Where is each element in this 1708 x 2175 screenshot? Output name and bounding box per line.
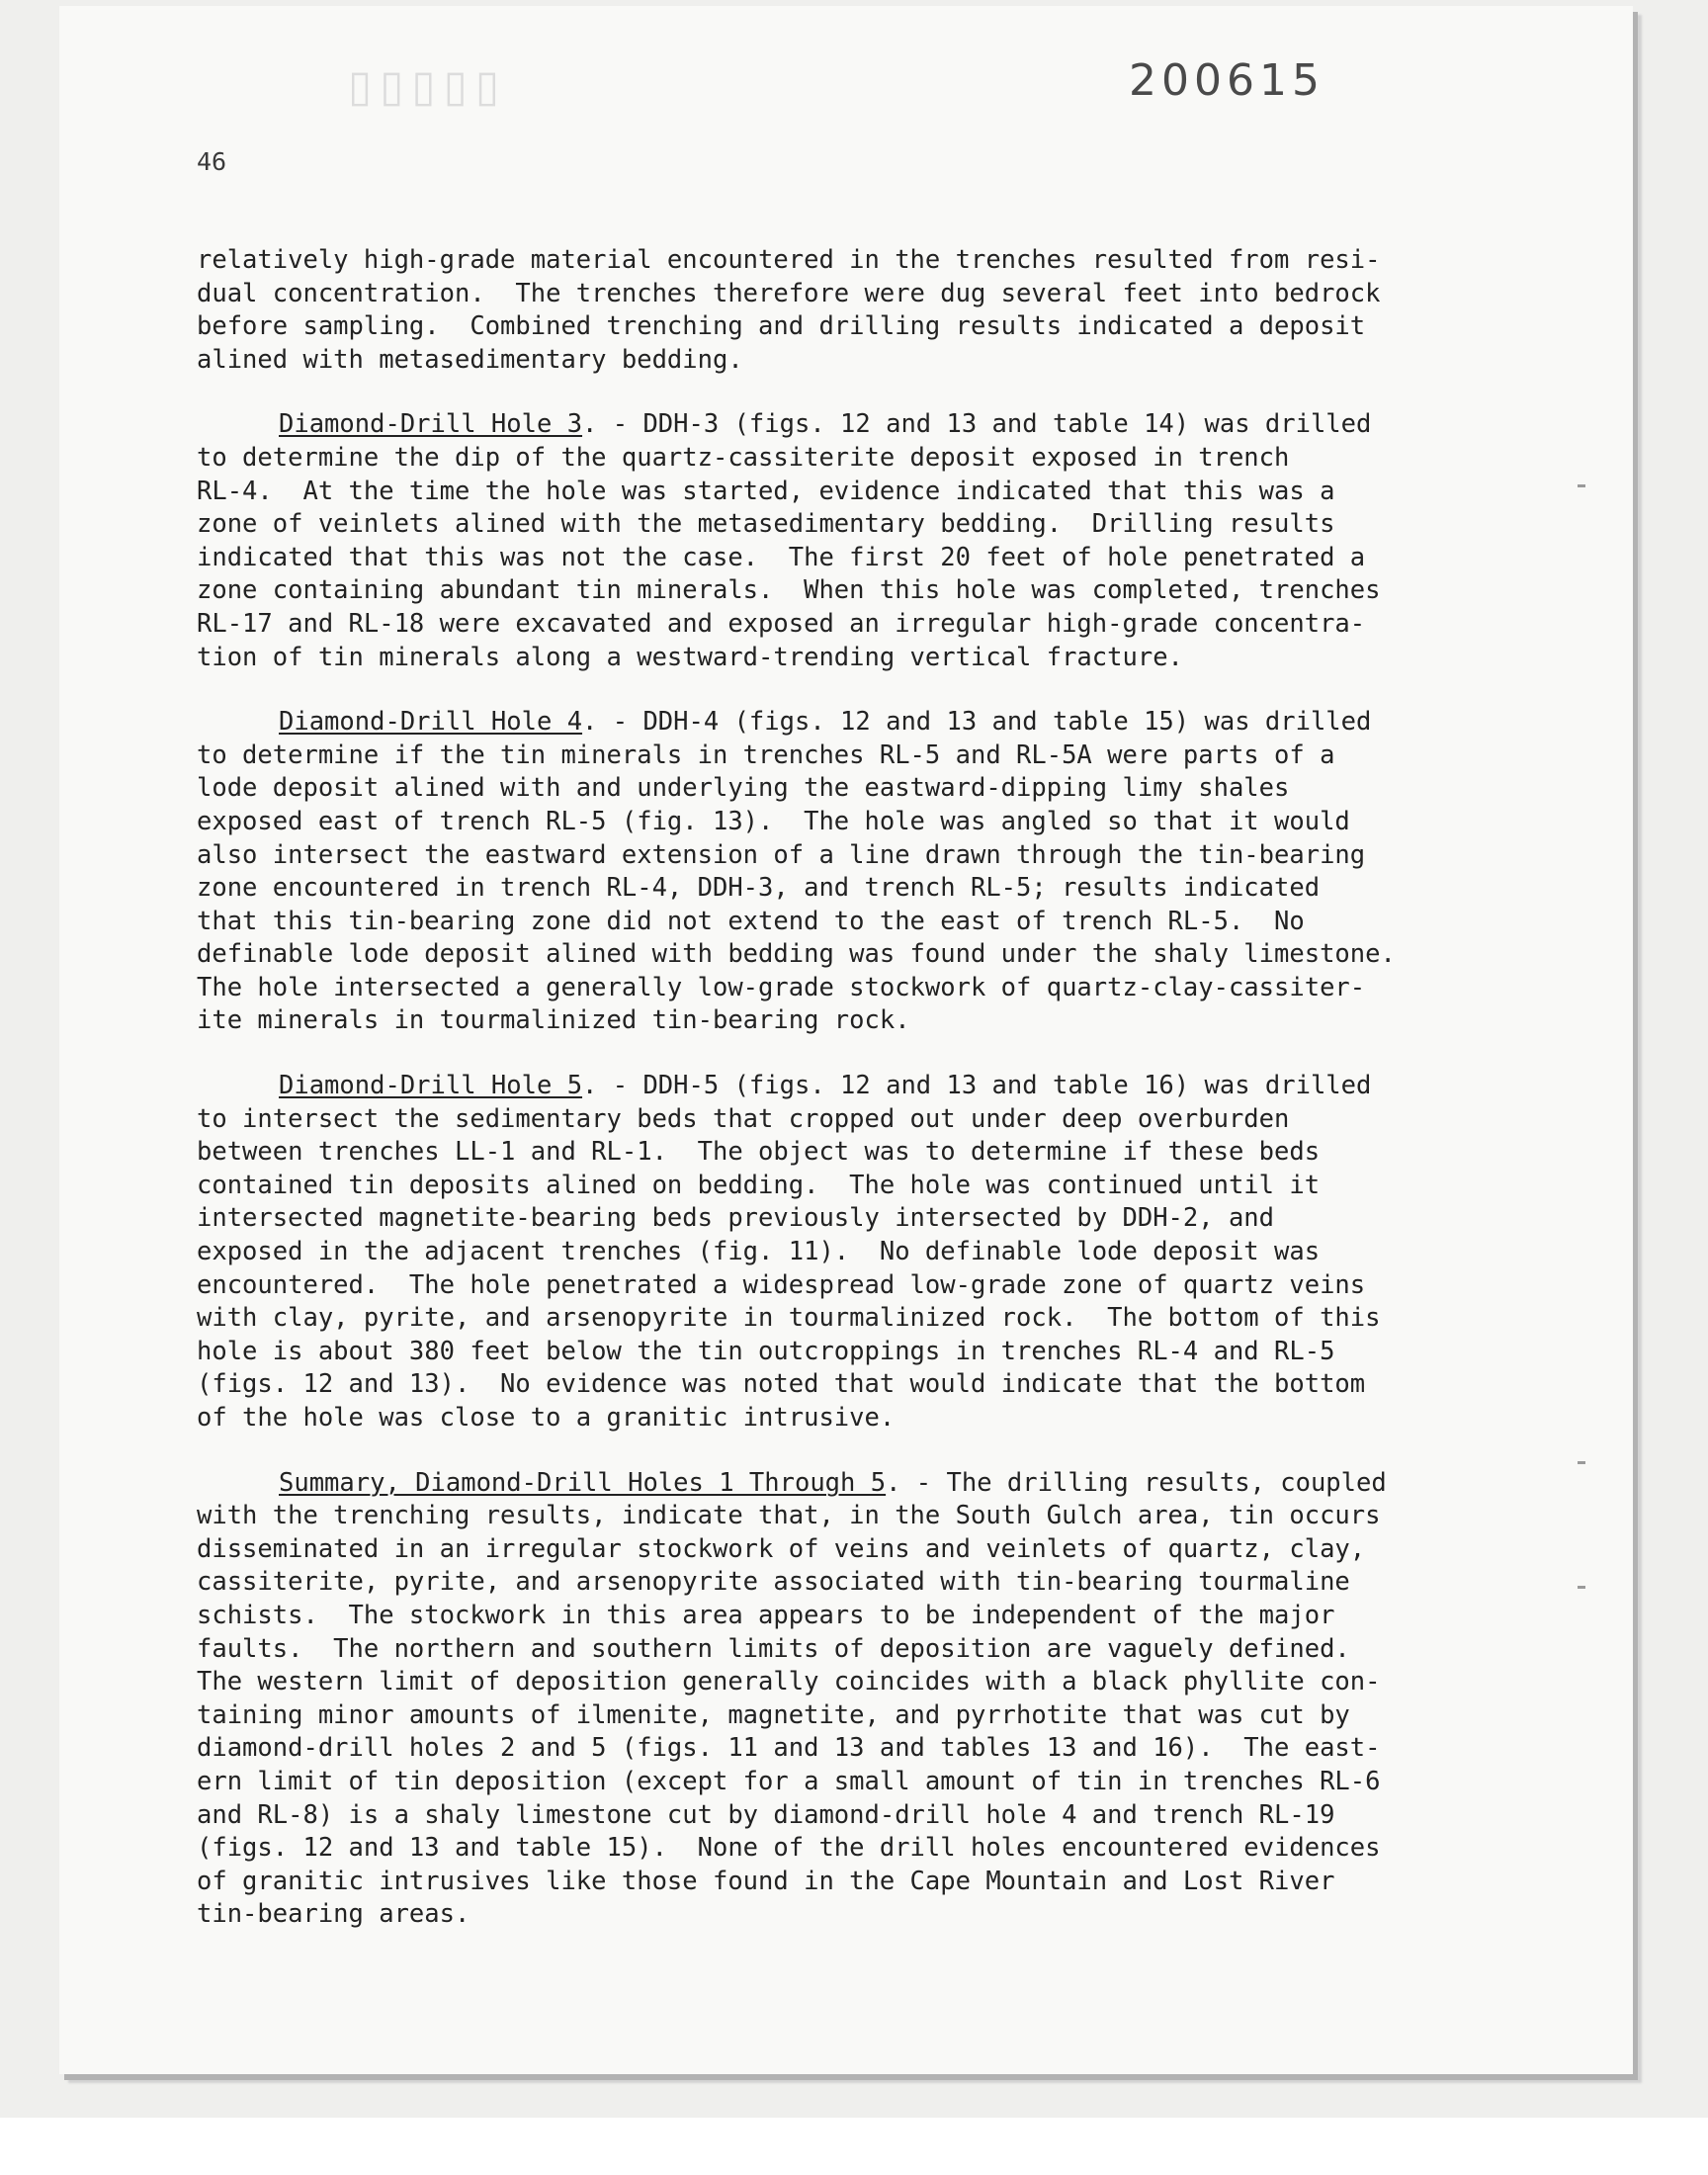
text-line: and RL-8) is a shaly limestone cut by diamond-drill hole 4 and trench RL-19 <box>197 1799 1335 1830</box>
text-line: dual concentration. The trenches therefore were dug several feet into bedrock <box>197 278 1381 308</box>
section-summary <box>197 1467 1541 1932</box>
text-line: cassiterite, pyrite, and arsenopyrite associated with tin-bearing tourmaline <box>197 1567 1350 1598</box>
scan-background-strip <box>0 2118 1708 2175</box>
text-line: alined with metasedimentary bedding. <box>197 344 743 375</box>
text-line: tin-bearing areas. <box>197 1899 470 1930</box>
text-line: zone encountered in trench RL-4, DDH-3, and trench RL-5; results indicated <box>197 873 1321 904</box>
body-text <box>197 244 1541 1932</box>
margin-mark <box>1578 1461 1585 1464</box>
margin-mark <box>1578 484 1585 487</box>
text-line: lode deposit alined with and underlying the eastward-dipping limy shales <box>197 773 1290 804</box>
text-line: to determine if the tin minerals in trenches RL-5 and RL-5A were parts of a <box>197 740 1335 770</box>
text-line: also intersect the eastward extension of a line drawn through the tin-bearing <box>197 839 1366 870</box>
section-heading: Diamond-Drill Hole 5 <box>279 1071 583 1101</box>
section-first-line <box>197 1467 1541 1501</box>
text-line: taining minor amounts of ilmenite, magnetite, and pyrrhotite that was cut by <box>197 1699 1350 1730</box>
text-span: . - The drilling results, coupled <box>886 1467 1387 1498</box>
text-line: between trenches LL-1 and RL-1. The object was to determine if these beds <box>197 1137 1321 1168</box>
text-line: schists. The stockwork in this area appears to be independent of the major <box>197 1600 1335 1630</box>
text-line: hole is about 380 feet below the tin outcroppings in trenches RL-4 and RL-5 <box>197 1336 1335 1366</box>
text-line: to intersect the sedimentary beds that cropped out under deep overburden <box>197 1103 1290 1134</box>
text-line: exposed east of trench RL-5 (fig. 13). The hole was angled so that it would <box>197 806 1350 836</box>
text-line: encountered. The hole penetrated a widespread low-grade zone of quartz veins <box>197 1269 1366 1300</box>
text-line: diamond-drill holes 2 and 5 (figs. 11 and 13 and tables 13 and 16). The east- <box>197 1733 1381 1764</box>
text-line: with clay, pyrite, and arsenopyrite in tourmalinized rock. The bottom of this <box>197 1303 1381 1334</box>
text-line: faults. The northern and southern limits of deposition are vaguely defined. <box>197 1633 1350 1664</box>
text-line: relatively high-grade material encountered in the trenches resulted from resi- <box>197 245 1381 275</box>
text-line: zone containing abundant tin minerals. When this hole was completed, trenches <box>197 575 1381 606</box>
section-heading: Diamond-Drill Hole 4 <box>279 707 583 738</box>
text-line: zone of veinlets alined with the metasedimentary bedding. Drilling results <box>197 509 1335 540</box>
section-heading: Summary, Diamond-Drill Holes 1 Through 5 <box>279 1467 887 1498</box>
text-line: of granitic intrusives like those found in the Cape Mountain and Lost River <box>197 1866 1335 1896</box>
section-ddh4 <box>197 706 1541 1038</box>
text-line: with the trenching results, indicate that, in the South Gulch area, tin occurs <box>197 1501 1381 1531</box>
margin-mark <box>1578 1586 1585 1589</box>
text-line: The hole intersected a generally low-grade stockwork of quartz-clay-cassiter- <box>197 972 1366 1002</box>
bleed-through-stamp: ▯▯▯▯▯ <box>348 61 508 112</box>
text-line: RL-17 and RL-18 were excavated and exposed an irregular high-grade concentra- <box>197 608 1366 639</box>
text-line: ite minerals in tourmalinized tin-bearing rock. <box>197 1005 910 1036</box>
text-line: intersected magnetite-bearing beds previously intersected by DDH-2, and <box>197 1203 1275 1234</box>
text-line: RL-4. At the time the hole was started, evidence indicated that this was a <box>197 476 1335 506</box>
text-line: to determine the dip of the quartz-cassiterite deposit exposed in trench <box>197 442 1290 473</box>
text-line: (figs. 12 and 13 and table 15). None of the drill holes encountered evidences <box>197 1833 1381 1864</box>
section-heading: Diamond-Drill Hole 3 <box>279 409 583 440</box>
text-span: . - DDH-4 (figs. 12 and 13 and table 15) was drilled <box>582 707 1372 738</box>
text-line: tion of tin minerals along a westward-trending vertical fracture. <box>197 642 1183 672</box>
text-span: . - DDH-5 (figs. 12 and 13 and table 16) was drilled <box>582 1071 1372 1101</box>
text-line: that this tin-bearing zone did not extend to the east of trench RL-5. No <box>197 906 1305 936</box>
section-first-line <box>197 1070 1541 1103</box>
text-span: . - DDH-3 (figs. 12 and 13 and table 14) was drilled <box>582 409 1372 440</box>
text-line: definable lode deposit alined with bedding was found under the shaly limestone. <box>197 939 1396 970</box>
section-first-line <box>197 408 1541 442</box>
text-line: indicated that this was not the case. The first 20 feet of hole penetrated a <box>197 542 1366 572</box>
text-line: The western limit of deposition generally coincides with a black phyllite con- <box>197 1667 1381 1697</box>
page-number: 46 <box>197 147 227 176</box>
text-line: ern limit of tin deposition (except for a small amount of tin in trenches RL-6 <box>197 1766 1381 1796</box>
section-ddh5 <box>197 1070 1541 1436</box>
text-line: disseminated in an irregular stockwork of veins and veinlets of quartz, clay, <box>197 1533 1366 1564</box>
section-ddh3 <box>197 408 1541 674</box>
text-line: of the hole was close to a granitic intrusive. <box>197 1403 896 1433</box>
section-first-line <box>197 706 1541 740</box>
text-line: before sampling. Combined trenching and drilling results indicated a deposit <box>197 311 1366 342</box>
text-line: contained tin deposits alined on bedding. The hole was continued until it <box>197 1170 1321 1200</box>
text-line: (figs. 12 and 13). No evidence was noted that would indicate that the bottom <box>197 1369 1366 1400</box>
text-line: exposed in the adjacent trenches (fig. 11). No definable lode deposit was <box>197 1237 1321 1267</box>
intro-paragraph <box>197 244 1541 377</box>
document-stamp-number: 200615 <box>1129 55 1324 106</box>
